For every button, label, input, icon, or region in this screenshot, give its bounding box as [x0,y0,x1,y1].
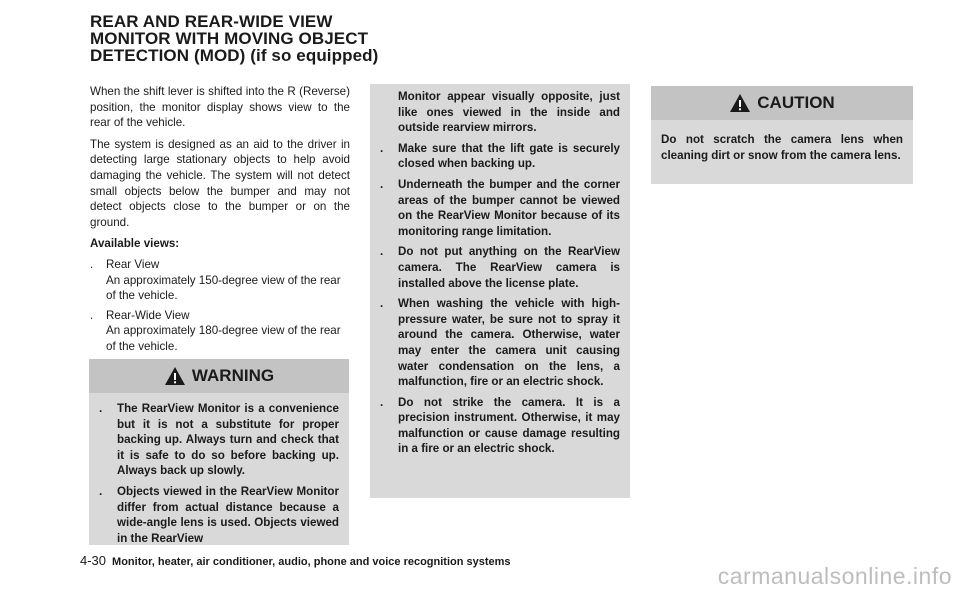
warning-item: . Objects viewed in the RearView Monitor differ from actual distance because a wide-angle lens is used. Objects viewed in the RearView [99,484,339,545]
warning-item: . When washing the vehicle with high-pressure water, be sure not to spray it around the camera. Otherwise, water may enter the camera unit causing water condensation on the lens, a malfunction, fire or an electric shock. [380,297,620,389]
page-number: 4-30 [80,553,107,568]
warning-item: . Underneath the bumper and the corner areas of the bumper cannot be viewed on the RearView Monitor because of its monitoring range limitation. [380,177,620,238]
bullet: . [380,177,384,191]
caution-header [651,86,913,120]
warning-panel-continued [370,84,630,498]
intro-column [90,84,350,359]
warning-panel [89,359,349,545]
warning-triangle-icon [164,366,186,386]
caution-triangle-icon [729,93,751,113]
bullet: . [99,484,103,498]
view-desc: An approximately 150-degree view of the rear of the vehicle. [106,273,341,303]
bullet: . [380,245,384,259]
view-name: Rear-Wide View [106,308,190,322]
title-line: REAR AND REAR-WIDE VIEW [90,12,333,31]
warning-item: . The RearView Monitor is a convenience but it is not a substitute for proper backing up. Always turn and check that it is safe to do so before backing up. Always back up slowly. [99,402,339,478]
view-desc: An approximately 180-degree view of the rear of the vehicle. [106,324,341,353]
title-line: MONITOR WITH MOVING OBJECT [90,29,369,48]
intro-paragraph: The system is designed as an aid to the driver in detecting large stationary objects to help avoid damaging the vehicle. The system will not detect small objects below the bumper and may not detect objects close to the bumper or on the ground. [90,137,350,229]
title-line: DETECTION (MOD) (if so equipped) [90,46,379,65]
intro-paragraph: When the shift lever is shifted into the R (Reverse) position, the monitor display shows view to the rear of the vehicle. [90,85,350,130]
watermark: carmanualsonline.info [717,563,952,589]
caution-heading: CAUTION [757,93,835,113]
bullet: . [380,297,384,311]
bullet: . [99,402,103,415]
warning-continuation: Monitor appear visually opposite, just like ones viewed in the inside and outside rearview mirrors. [398,90,620,135]
section-title [90,13,420,64]
caution-panel [651,86,913,184]
warning-item: . Do not strike the camera. It is a precision instrument. Otherwise, it may malfunction or cause damage resulting in a fire or an electric shock. [380,395,620,456]
warning-item: . Make sure that the lift gate is securely closed when backing up. [380,141,620,171]
bullet: . [380,141,384,155]
page-footer [80,553,511,568]
caution-text: Do not scratch the camera lens when cleaning dirt or snow from the camera lens. [661,133,903,162]
view-item [90,308,350,355]
bullet: . [90,257,94,271]
warning-header [89,359,349,393]
warning-item: . Do not put anything on the RearView camera. The RearView camera is installed above the license plate. [380,245,620,290]
chapter-title: Monitor, heater, air conditioner, audio, phone and voice recognition systems [112,556,511,568]
view-name: Rear View [106,257,160,271]
views-heading: Available views: [90,237,180,251]
bullet: . [90,308,94,322]
view-item [90,257,350,304]
bullet: . [380,395,384,409]
warning-heading: WARNING [191,366,275,386]
